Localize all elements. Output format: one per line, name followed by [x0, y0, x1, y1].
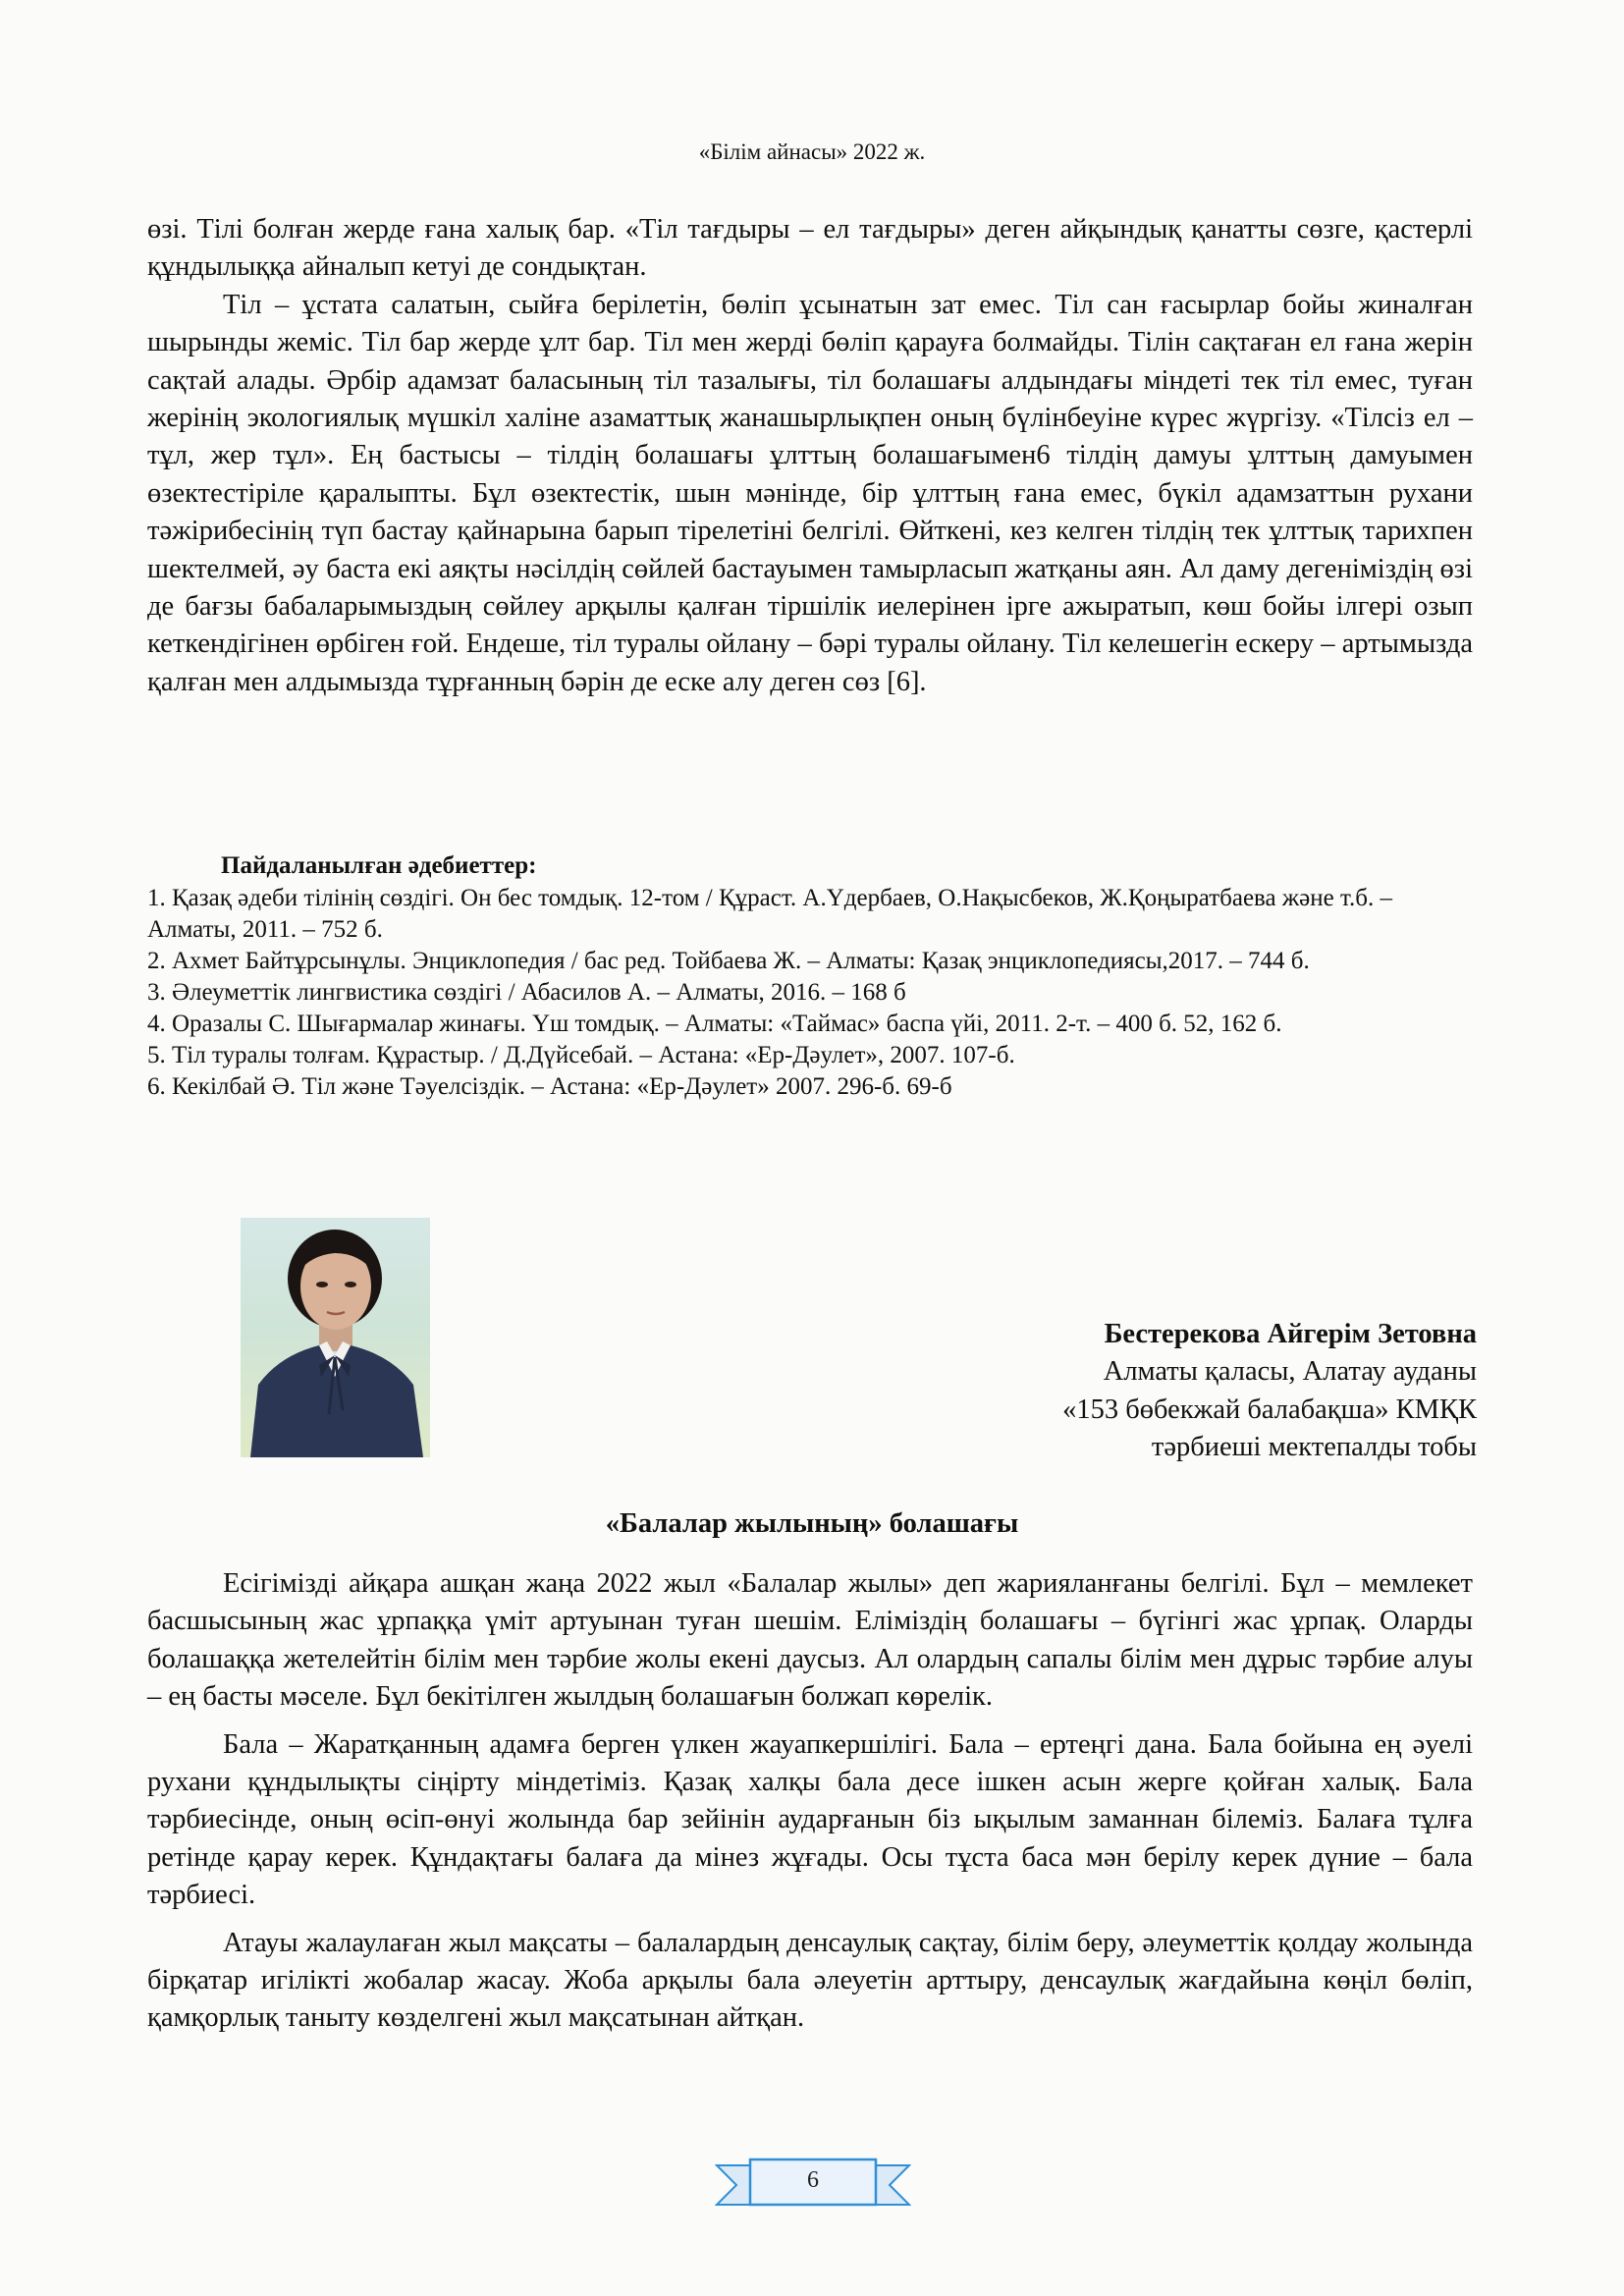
reference-item: 3. Әлеуметтік лингвистика сөздігі / Абасилов А. – Алматы, 2016. – 168 б: [147, 979, 906, 1006]
author-location: Алматы қаласы, Алатау ауданы: [1103, 1356, 1477, 1388]
page-number: 6: [807, 2167, 819, 2193]
reference-item: 1. Қазақ әдеби тілінің сөздігі. Он бес томдық. 12-том / Құраст. А.Үдербаев, О.Нақысбеков, Ж.Қоңыратбаева және т.б. – Алматы, 2011. – 752 б.: [147, 885, 1392, 943]
author-info: [1062, 1316, 1477, 1467]
article-title: «Балалар жылының» болашағы: [605, 1508, 1019, 1539]
paragraph: Есігімізді айқара ашқан жаңа 2022 жыл «Балалар жылы» деп жарияланғаны белгілі. Бұл – мемлекет басшысының жас ұрпаққа үміт артуынан туған шешім. Еліміздің болашағы – бүгінгі жас ұрпақ. Оларды болашаққа жетелейтін білім мен тәрбие жолы екені даусыз. Ал олардың сапалы білім мен дұрыс тәрбие алуы – ең басты мәселе. Бұл бекітілген жылдың болашағын болжап көрелік.: [147, 1568, 1473, 1713]
reference-item: 6. Кекілбай Ә. Тіл және Тәуелсіздік. – Астана: «Ер-Дәулет» 2007. 296-б. 69-б: [147, 1073, 952, 1100]
author-position: тәрбиеші мектепалды тобы: [1151, 1432, 1477, 1463]
author-photo: [241, 1218, 430, 1457]
reference-item: 2. Ахмет Байтұрсынұлы. Энциклопедия / бас ред. Тойбаева Ж. – Алматы: Қазақ энциклопедиясы,2017. – 744 б.: [147, 948, 1310, 974]
paragraph: Атауы жалаулаған жыл мақсаты – балалардың денсаулық сақтау, білім беру, әлеуметтік қолдау жолында бірқатар игілікті жобалар жасау. Жоба арқылы бала әлеуетін арттыру, денсаулық жағдайына көңіл бөліп, қамқорлық таныту көзделгені жыл мақсатынан айтқан.: [147, 1927, 1473, 2034]
reference-item: 5. Тіл туралы толғам. Құрастыр. / Д.Дүйсебай. – Астана: «Ер-Дәулет», 2007. 107-б.: [147, 1042, 1015, 1068]
paragraph: өзі. Тілі болған жерде ғана халық бар. «Тіл тағдыры – ел тағдыры» деген айқындық қанатты сөзге, қастерлі құндылыққа айналып кетуі де сондықтан.: [147, 214, 1473, 283]
article-body: [147, 1565, 1473, 2038]
article-body-continued: [147, 211, 1473, 701]
page-number-badge: [715, 2156, 911, 2214]
paragraph: Тіл – ұстата салатын, сыйға берілетін, бөліп ұсынатын зат емес. Тіл сан ғасырлар бойы жиналған шырынды жеміс. Тіл бар жерде ұлт бар. Тіл мен жерді бөліп қарауға болмайды. Тілін сақтаған ел ғана жерін сақтай алады. Әрбір адамзат баласының тіл тазалығы, тіл болашағы алдындағы міндеті тек тіл емес, туған жерінің экологиялық мүшкіл халіне азаматтық жанашырлықпен оның бүлінбеуіне күрес жүргізу. «Тілсіз ел – тұл, жер тұл». Ең бастысы – тілдің болашағы ұлттың болашағымен6 тілдің дамуы ұлттың дамуымен өзектестіріле қаралыпты. Бұл өзектестік, шын мәнінде, бір ұлттың ғана емес, бүкіл адамзаттын рухани тәжірибесінің түп бастау қайнарына барып тірелетіні белгілі. Өйткені, кез келген тілдің тек ұлттық тарихпен шектелмей, әу баста екі аяқты нәсілдің сөйлей бастауымен тамырласып жатқаны аян. Ал даму дегеніміздің өзі де бағзы бабаларымыздың сөйлеу арқылы қалған тіршілік иелерінен ірге ажыратып, көш бойы ілгері озып кеткендігінен өрбіген ғой. Ендеше, тіл туралы ойлану – бәрі туралы ойлану. Тіл келешегін ескеру – артымызда қалған мен алдымызда тұрғанның бәрін де еске алу деген сөз [6].: [147, 289, 1473, 697]
reference-item: 4. Оразалы С. Шығармалар жинағы. Үш томдық. – Алматы: «Таймас» баспа үйі, 2011. 2-т. – 400 б. 52, 162 б.: [147, 1011, 1282, 1037]
page-header: «Білім айнасы» 2022 ж.: [698, 139, 926, 164]
references-list: [147, 883, 1483, 1103]
author-organization: «153 бөбекжай балабақша» КМҚК: [1062, 1394, 1477, 1425]
references-title: Пайдаланылған әдебиеттер:: [221, 852, 537, 879]
author-name: Бестерекова Айгерім Зетовна: [1104, 1319, 1477, 1349]
paragraph: Бала – Жаратқанның адамға берген үлкен жауапкершілігі. Бала – ертеңгі дана. Бала бойына ең әуелі рухани құндылықты сіңірту міндетіміз. Қазақ халқы бала десе ішкен асын жерге қойған халық. Бала тәрбиесінде, оның өсіп-өнуі жолында бар зейінін аударғанын біз ықылым заманнан білеміз. Балаға тұлға ретінде қарау керек. Құндақтағы балаға да мінез жұғады. Осы тұста баса мән берілу керек дүние – бала тәрбиесі.: [147, 1728, 1473, 1911]
